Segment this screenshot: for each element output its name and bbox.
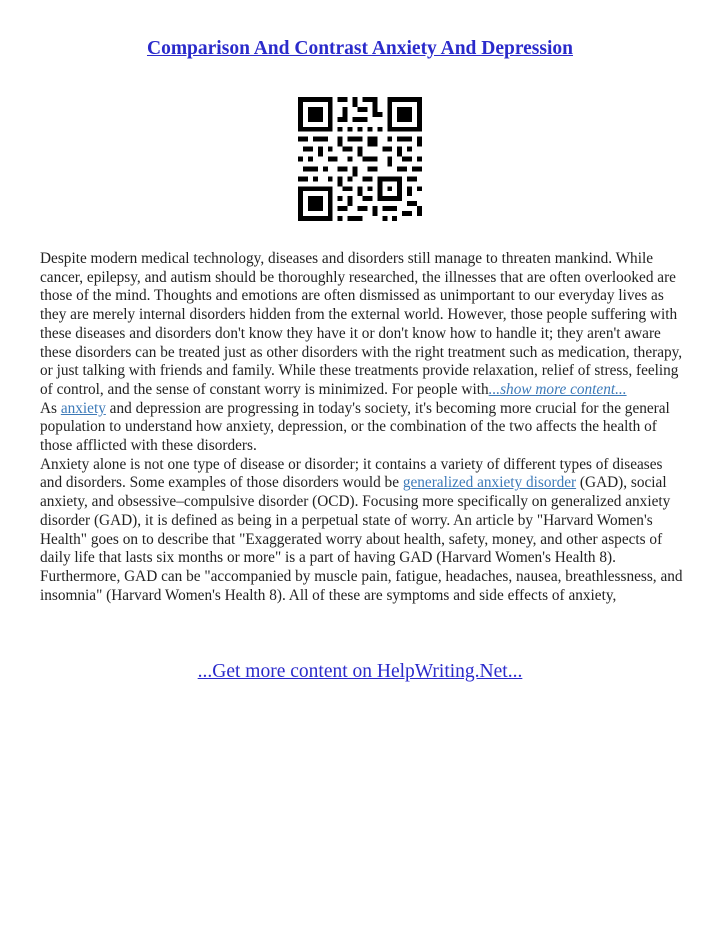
show-more-link[interactable]: ...show more content... [488, 380, 627, 398]
footer [0, 661, 720, 683]
paragraph-1 [40, 250, 684, 400]
paragraph-3 [40, 456, 684, 606]
get-more-content-link[interactable]: ...Get more content on HelpWriting.Net... [197, 661, 523, 682]
anxiety-link[interactable]: anxiety [60, 399, 106, 417]
gad-link[interactable]: generalized anxiety disorder [402, 474, 577, 492]
article-body [40, 250, 684, 605]
document-title [0, 38, 720, 60]
paragraph-3-start: Anxiety alone is not one type of disease or disorder; it contains a variety of different types of diseases and disorders. Some examples of those disorders would be [40, 455, 663, 492]
paragraph-1-text: Despite modern medical technology, diseases and disorders still manage to threaten mankind. While cancer, epilepsy, and autism should be thoroughly researched, the illnesses that are often overlooked are those of the mind. Thoughts and emotions are often dismissed as unimportant to our everyday lives as they are merely internal disorders hidden from the external world. However, those people suffering with these diseases and disorders don't know they have it or don't know how to handle it; they aren't aware these disorders can be treated just as other disorders with the right treatment such as medication, therapy, or just talking with friends and family. While these treatments provide relaxation, relief of stress, feeling of control, and the sense of constant worry is minimized. For people with [40, 250, 683, 398]
title-link[interactable]: Comparison And Contrast Anxiety And Depression [146, 38, 573, 59]
paragraph-2-rest: and depression are progressing in today's society, it's becoming more crucial for the general population to understand how anxiety, depression, or the combination of the two affects the health of those afflicted with these disorders. [40, 399, 670, 455]
qr-code-icon [298, 97, 422, 221]
paragraph-2 [40, 400, 684, 456]
paragraph-2-start: As [40, 399, 61, 417]
paragraph-3-rest: (GAD), social anxiety, and obsessive–compulsive disorder (OCD). Focusing more specifically on generalized anxiety disorder (GAD), it is defined as being in a perpetual state of worry. An article by "Harvard Women's Health" goes on to describe that "Exaggerated worry about health, safety, money, and other aspects of daily life that lasts six months or more" is a part of having GAD (Harvard Women's Health 8). Furthermore, GAD can be "accompanied by muscle pain, fatigue, headaches, nausea, breathlessness, and insomnia" (Harvard Women's Health 8). All of these are symptoms and side effects of anxiety, [40, 474, 683, 604]
